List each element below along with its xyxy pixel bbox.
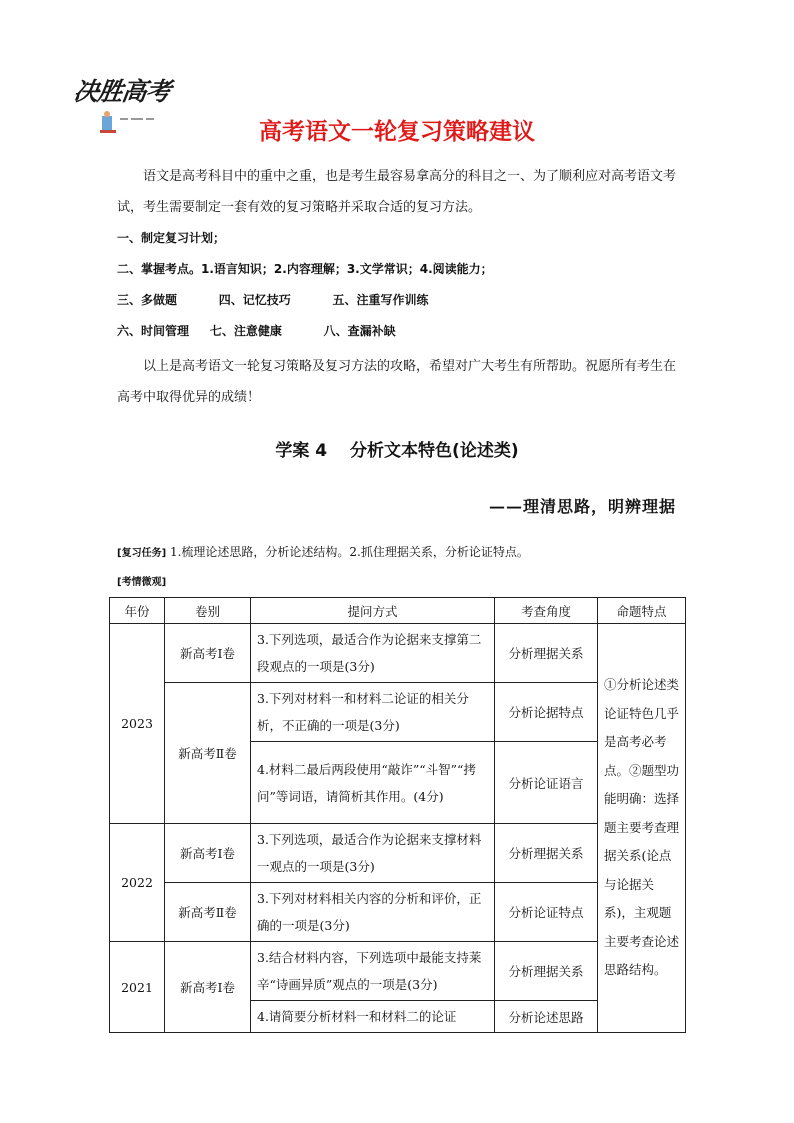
task-label: [复习任务] (117, 548, 167, 559)
question-cell: 4.请简要分析材料一和材料二的论证 (251, 1001, 495, 1033)
angle-cell: 分析理据关系 (495, 942, 598, 1001)
question-cell: 3.下列对材料一和材料二论证的相关分析，不正确的一项是(3分) (251, 683, 495, 742)
section-subtitle: ——理清思路，明辨理据 (488, 497, 676, 516)
review-task (117, 543, 529, 560)
angle-cell: 分析论据特点 (495, 683, 598, 742)
year-cell: 2021 (110, 942, 165, 1033)
paper-cell: 新高考Ⅰ卷 (165, 942, 251, 1033)
year-cell: 2023 (110, 624, 165, 824)
paper-cell: 新高考Ⅱ卷 (165, 683, 251, 824)
tip-line-4: 六、时间管理 七、注意健康 八、查漏补缺 (117, 324, 396, 338)
question-cell: 3.下列对材料相关内容的分析和评价，正确的一项是(3分) (251, 883, 495, 942)
header-angle: 考查角度 (495, 598, 598, 624)
intro-paragraph: 语文是高考科目中的重中之重，也是考生最容易拿高分的科目之一、为了顺利应对高考语文考试，考生需要制定一套有效的复习策略并采取合适的复习方法。 (117, 169, 677, 215)
question-cell: 3.结合材料内容，下列选项中最能支持莱辛“诗画异质”观点的一项是(3分) (251, 942, 495, 1001)
tip-line-1: 一、制定复习计划； (117, 231, 226, 245)
paper-cell: 新高考Ⅰ卷 (165, 624, 251, 683)
page-title: 高考语文一轮复习策略建议 (259, 119, 535, 145)
section-title: 学案 4 分析文本特色(论述类) (275, 441, 519, 461)
task-text: 1.梳理论述思路，分析论述结构。2.抓住理据关系，分析论证特点。 (169, 545, 529, 559)
angle-cell: 分析论证特点 (495, 883, 598, 942)
question-cell: 4.材料二最后两段使用“敲诈”“斗智”“拷问”等词语，请简析其作用。(4分) (251, 742, 495, 824)
tip-line-3: 三、多做题 四、记忆技巧 五、注重写作训练 (117, 293, 429, 307)
header-year: 年份 (110, 598, 165, 624)
angle-cell: 分析理据关系 (495, 624, 598, 683)
year-cell: 2022 (110, 824, 165, 942)
angle-cell: 分析论证语言 (495, 742, 598, 824)
paper-cell: 新高考Ⅱ卷 (165, 883, 251, 942)
question-cell: 3.下列选项，最适合作为论据来支撑材料一观点的一项是(3分) (251, 824, 495, 883)
tip-line-2: 二、掌握考点。1.语言知识；2.内容理解；3.文学常识；4.阅读能力； (117, 262, 493, 276)
survey-label: [考情微观] (117, 577, 167, 588)
conclusion-paragraph: 以上是高考语文一轮复习策略及复习方法的攻略，希望对广大考生有所帮助。祝愿所有考生在高考中取得优异的成绩！ (117, 359, 677, 405)
angle-cell: 分析论述思路 (495, 1001, 598, 1033)
question-cell: 3.下列选项，最适合作为论据来支撑第二段观点的一项是(3分) (251, 624, 495, 683)
exam-table (109, 597, 686, 1033)
feature-cell: ①分析论述类论证特色几乎是高考必考点。②题型功能明确：选择题主要考查理据关系(论点与论据关系)，主观题主要考查论述思路结构。 (598, 624, 686, 1033)
angle-cell: 分析理据关系 (495, 824, 598, 883)
header-feature: 命题特点 (598, 598, 686, 624)
table-header-row (110, 598, 686, 624)
table-row (110, 624, 686, 683)
header-question: 提问方式 (251, 598, 495, 624)
logo-text: 决胜高考 (71, 77, 172, 106)
header-paper: 卷别 (165, 598, 251, 624)
paper-cell: 新高考Ⅰ卷 (165, 824, 251, 883)
